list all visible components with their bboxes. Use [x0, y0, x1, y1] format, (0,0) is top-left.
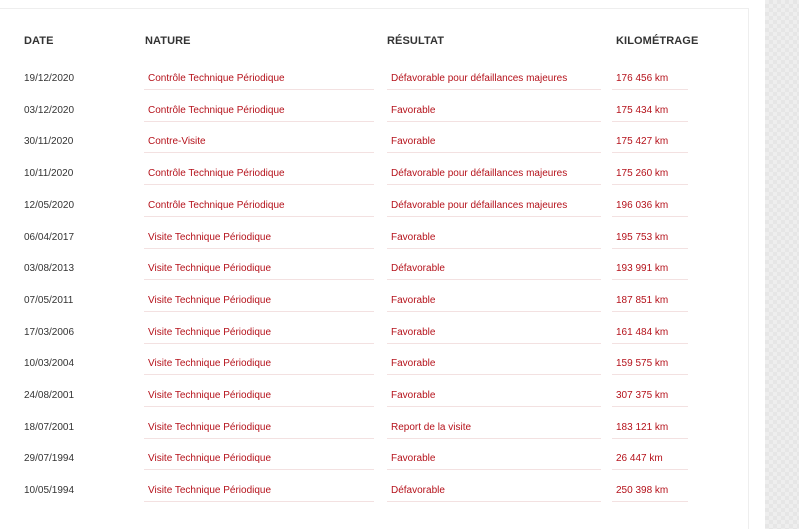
- row-result-link[interactable]: Favorable: [391, 358, 436, 370]
- row-date: 18/07/2001: [24, 421, 75, 433]
- row-mileage-link[interactable]: 176 456 km: [616, 73, 669, 84]
- column-header-nature[interactable]: NATURE: [145, 35, 191, 47]
- row-date: 17/03/2006: [24, 326, 75, 338]
- row-date: 19/12/2020: [24, 73, 75, 84]
- panel-top-border: [0, 8, 749, 9]
- cell-underline: [612, 469, 688, 470]
- column-header-mileage[interactable]: KILOMÉTRAGE: [616, 35, 699, 47]
- cell-underline: [387, 89, 601, 90]
- cell-underline: [144, 501, 374, 502]
- row-date: 12/05/2020: [24, 199, 75, 211]
- row-date: 29/07/1994: [24, 453, 75, 465]
- cell-underline: [144, 343, 374, 344]
- row-nature-link[interactable]: Visite Technique Périodique: [148, 231, 272, 243]
- row-result-link[interactable]: Favorable: [391, 231, 436, 243]
- table-row[interactable]: [0, 284, 749, 316]
- row-date: 24/08/2001: [24, 390, 75, 401]
- cell-underline: [144, 152, 374, 153]
- row-nature-link[interactable]: Visite Technique Périodique: [148, 326, 272, 338]
- row-date: 06/04/2017: [24, 231, 75, 243]
- cell-underline: [387, 406, 601, 407]
- cell-underline: [144, 184, 374, 185]
- row-nature-link[interactable]: Visite Technique Périodique: [148, 263, 272, 275]
- cell-underline: [612, 121, 688, 122]
- cell-underline: [144, 311, 374, 312]
- cell-underline: [387, 248, 601, 249]
- cell-underline: [144, 279, 374, 280]
- row-date: 07/05/2011: [24, 294, 74, 306]
- cell-underline: [387, 216, 601, 217]
- table-row[interactable]: [0, 252, 749, 284]
- cell-underline: [612, 438, 688, 439]
- cell-underline: [387, 469, 601, 470]
- cell-underline: [612, 216, 688, 217]
- page-background-pattern: [765, 0, 799, 529]
- row-nature-link[interactable]: Visite Technique Périodique: [148, 485, 272, 497]
- row-result-link[interactable]: Défavorable: [391, 485, 445, 497]
- cell-underline: [387, 343, 601, 344]
- row-nature-link[interactable]: Contrôle Technique Périodique: [148, 73, 285, 84]
- cell-underline: [612, 184, 688, 185]
- row-result-link[interactable]: Défavorable pour défaillances majeures: [391, 73, 568, 84]
- row-result-link[interactable]: Défavorable pour défaillances majeures: [391, 168, 568, 180]
- row-result-link[interactable]: Report de la visite: [391, 421, 472, 433]
- row-nature-link[interactable]: Visite Technique Périodique: [148, 294, 272, 306]
- row-mileage-link[interactable]: 187 851 km: [616, 294, 669, 306]
- table-row[interactable]: [0, 474, 749, 506]
- cell-underline: [387, 279, 601, 280]
- row-date: 30/11/2020: [24, 136, 74, 148]
- cell-underline: [612, 152, 688, 153]
- cell-underline: [144, 438, 374, 439]
- row-mileage-link[interactable]: 159 575 km: [616, 358, 669, 370]
- cell-underline: [612, 374, 688, 375]
- table-row[interactable]: [0, 379, 749, 411]
- row-nature-link[interactable]: Contrôle Technique Périodique: [148, 168, 285, 180]
- row-mileage-link[interactable]: 183 121 km: [616, 421, 669, 433]
- row-result-link[interactable]: Défavorable pour défaillances majeures: [391, 199, 568, 211]
- cell-underline: [144, 121, 374, 122]
- cell-underline: [387, 121, 601, 122]
- row-mileage-link[interactable]: 175 260 km: [616, 168, 669, 180]
- row-nature-link[interactable]: Contrôle Technique Périodique: [148, 199, 285, 211]
- row-nature-link[interactable]: Visite Technique Périodique: [148, 453, 272, 465]
- cell-underline: [144, 248, 374, 249]
- row-mileage-link[interactable]: 195 753 km: [616, 231, 669, 243]
- table-row[interactable]: [0, 94, 749, 126]
- row-nature-link[interactable]: Visite Technique Périodique: [148, 390, 272, 401]
- row-mileage-link[interactable]: 175 427 km: [616, 136, 669, 148]
- cell-underline: [612, 248, 688, 249]
- table-row[interactable]: [0, 189, 749, 221]
- column-header-result[interactable]: RÉSULTAT: [387, 35, 445, 47]
- row-mileage-link[interactable]: 307 375 km: [616, 390, 669, 401]
- cell-underline: [387, 184, 601, 185]
- table-row[interactable]: [0, 62, 749, 94]
- row-mileage-link[interactable]: 193 991 km: [616, 263, 669, 275]
- cell-underline: [144, 89, 374, 90]
- row-mileage-link[interactable]: 175 434 km: [616, 104, 669, 116]
- row-mileage-link[interactable]: 250 398 km: [616, 485, 669, 497]
- cell-underline: [144, 374, 374, 375]
- table-row[interactable]: [0, 125, 749, 157]
- row-result-link[interactable]: Favorable: [391, 390, 436, 401]
- row-result-link[interactable]: Favorable: [391, 326, 436, 338]
- row-nature-link[interactable]: Visite Technique Périodique: [148, 421, 272, 433]
- cell-underline: [387, 501, 601, 502]
- row-nature-link[interactable]: Contrôle Technique Périodique: [148, 104, 285, 116]
- cell-underline: [144, 469, 374, 470]
- row-date: 03/08/2013: [24, 263, 75, 275]
- cell-underline: [612, 279, 688, 280]
- table-row[interactable]: [0, 411, 749, 443]
- table-row[interactable]: [0, 221, 749, 253]
- cell-underline: [612, 501, 688, 502]
- row-date: 10/03/2004: [24, 358, 75, 370]
- cell-underline: [387, 438, 601, 439]
- row-mileage-link[interactable]: 196 036 km: [616, 199, 669, 211]
- cell-underline: [612, 89, 688, 90]
- row-mileage-link[interactable]: 26 447 km: [616, 453, 663, 465]
- column-header-date[interactable]: DATE: [24, 35, 54, 47]
- row-date: 10/05/1994: [24, 485, 75, 497]
- row-date: 10/11/2020: [24, 168, 74, 180]
- cell-underline: [387, 311, 601, 312]
- table-row[interactable]: [0, 316, 749, 348]
- cell-underline: [387, 374, 601, 375]
- cell-underline: [612, 406, 688, 407]
- row-result-link[interactable]: Favorable: [391, 104, 436, 116]
- cell-underline: [144, 216, 374, 217]
- row-result-link[interactable]: Favorable: [391, 136, 436, 148]
- row-result-link[interactable]: Défavorable: [391, 263, 445, 275]
- table-row[interactable]: [0, 347, 749, 379]
- table-row[interactable]: [0, 157, 749, 189]
- table-row[interactable]: [0, 442, 749, 474]
- row-mileage-link[interactable]: 161 484 km: [616, 326, 669, 338]
- row-result-link[interactable]: Favorable: [391, 453, 436, 465]
- cell-underline: [612, 343, 688, 344]
- row-nature-link[interactable]: Visite Technique Périodique: [148, 358, 272, 370]
- row-date: 03/12/2020: [24, 104, 75, 116]
- row-result-link[interactable]: Favorable: [391, 294, 436, 306]
- row-nature-link[interactable]: Contre-Visite: [148, 136, 206, 148]
- cell-underline: [144, 406, 374, 407]
- cell-underline: [387, 152, 601, 153]
- cell-underline: [612, 311, 688, 312]
